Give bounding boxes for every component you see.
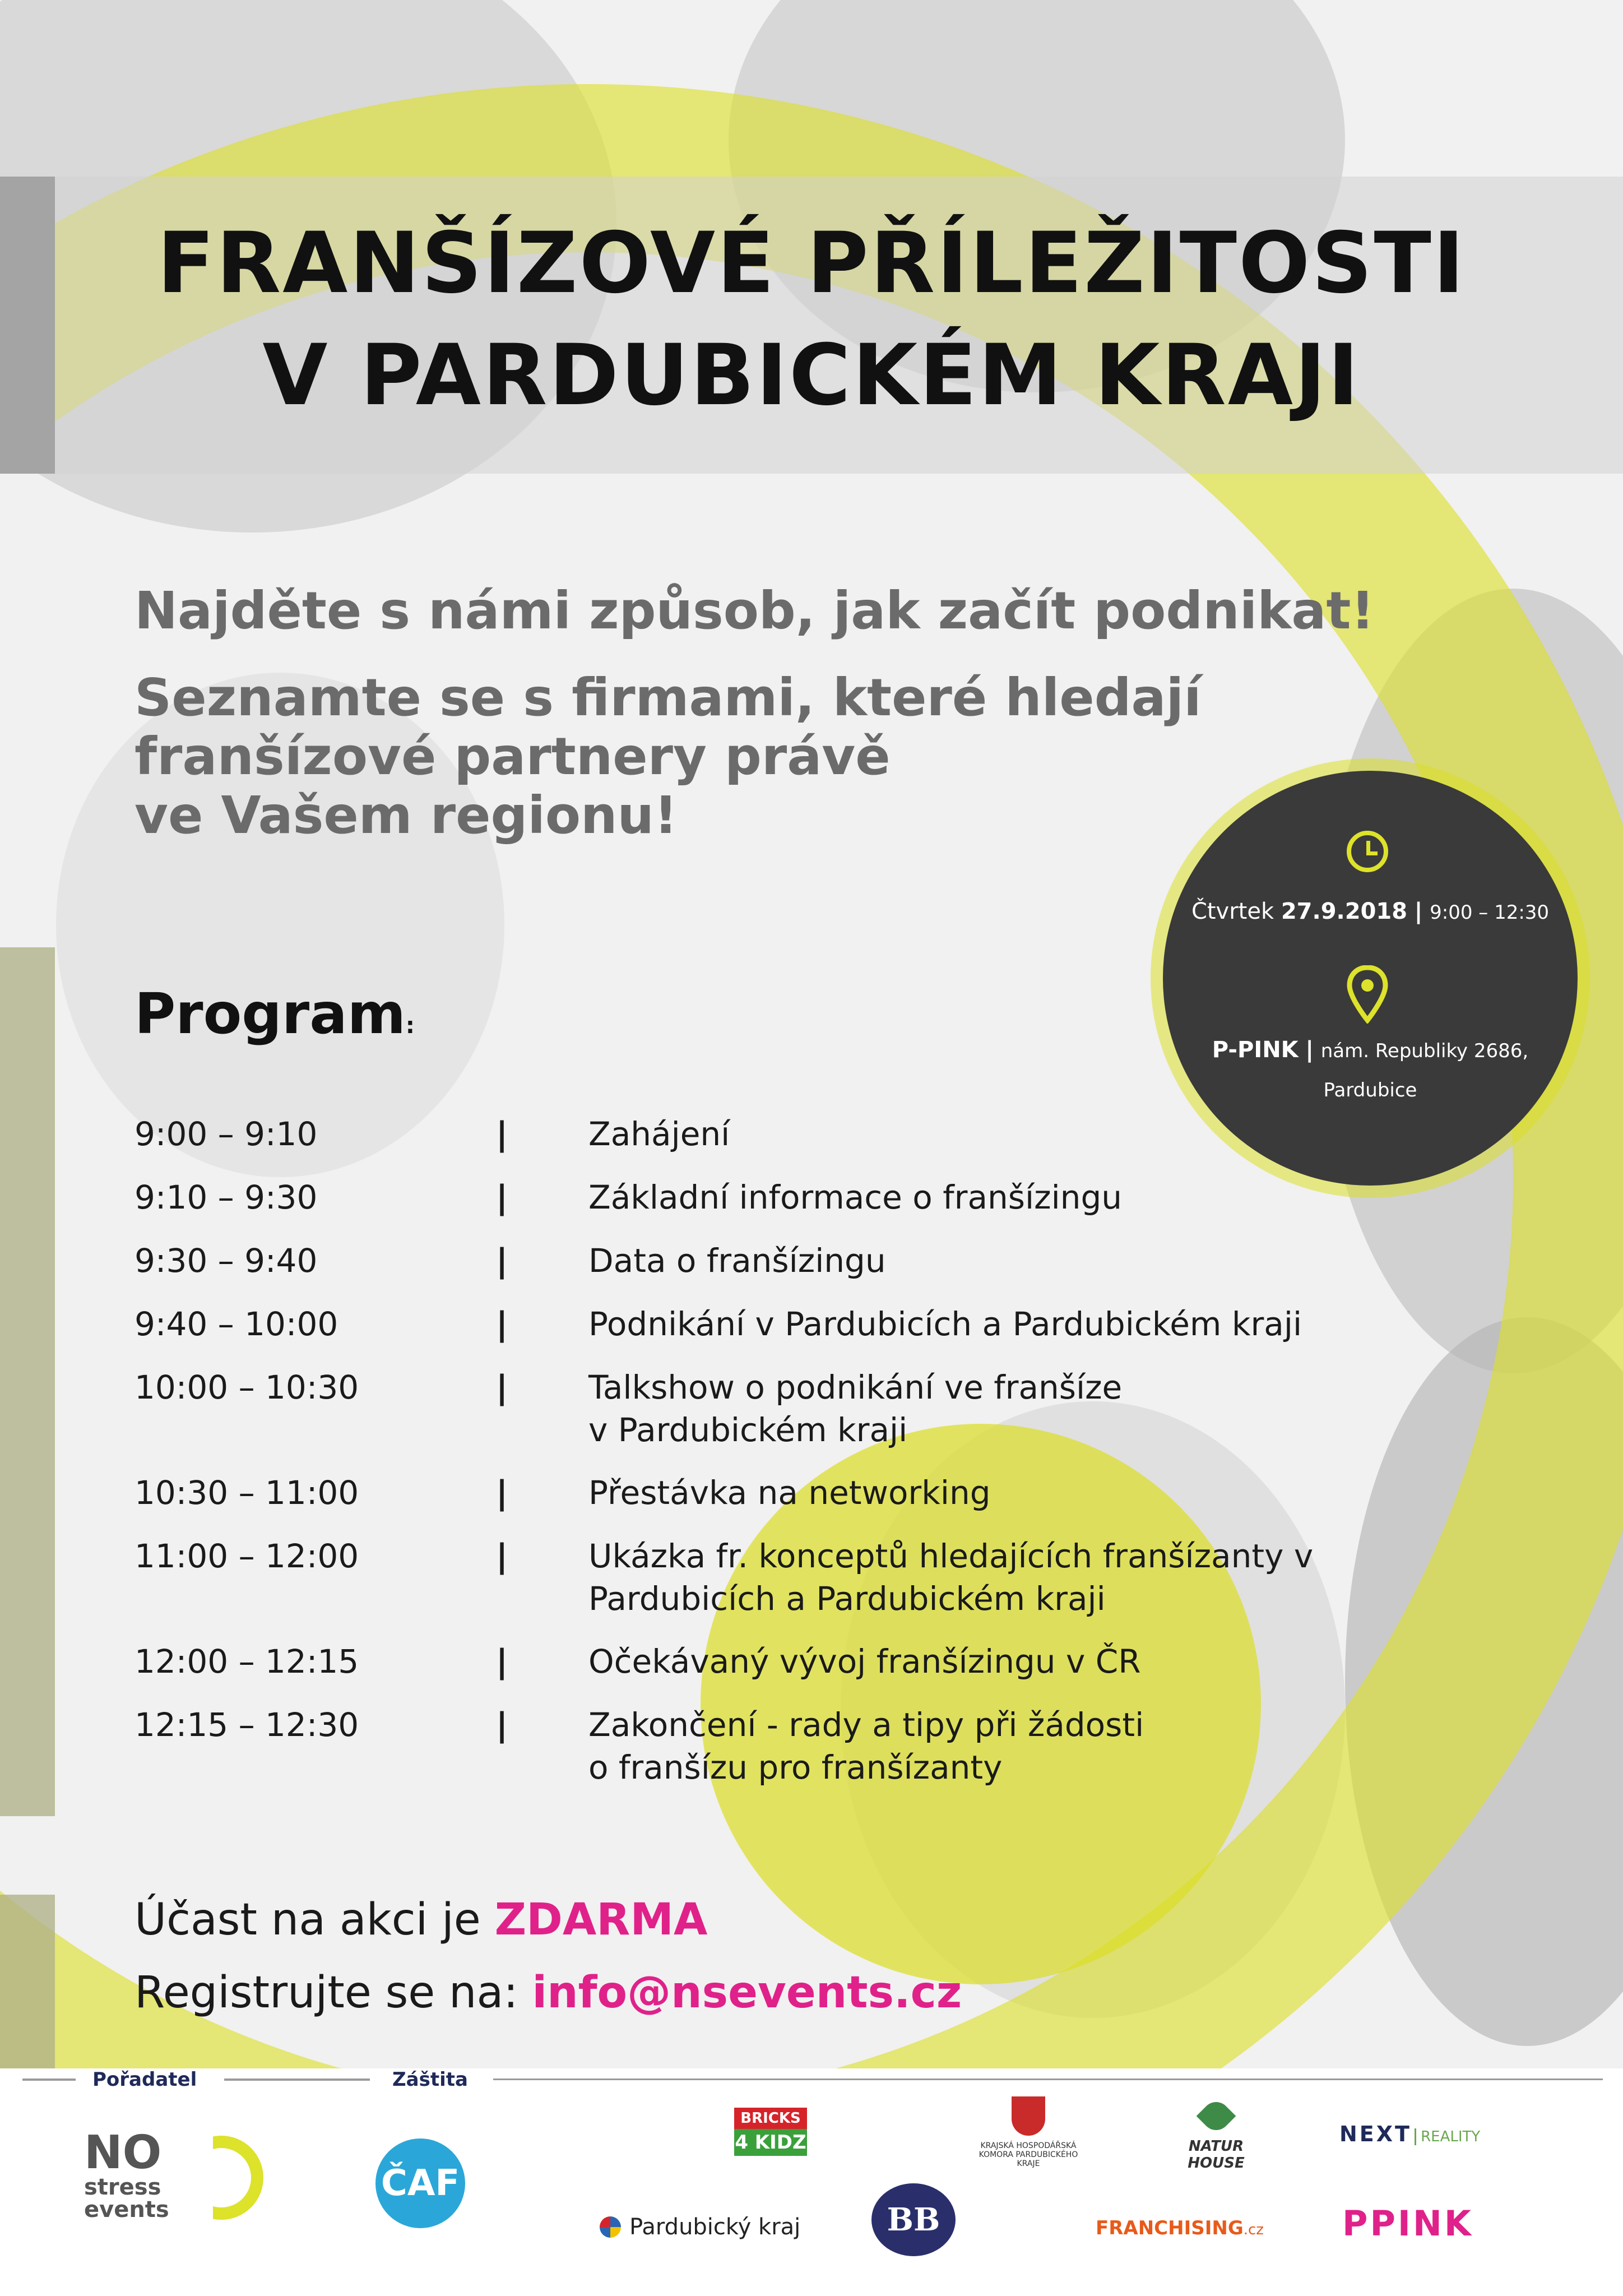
title-line-1: FRANŠÍZOVÉ PŘÍLEŽITOSTI: [157, 215, 1466, 312]
franchising-cz-logo: FRANCHISING.cz: [1096, 2217, 1264, 2239]
bb-logo: BB: [871, 2183, 956, 2256]
event-venue: P-PINK: [1212, 1037, 1299, 1063]
free-entry-text: Účast na akci je: [135, 1895, 495, 1945]
program-time: 10:00 – 10:30: [135, 1368, 359, 1406]
next-reality-logo: NEXT REALITY: [1339, 2122, 1481, 2146]
coat-of-arms-icon: [1012, 2096, 1045, 2136]
program-separator: |: [496, 1368, 508, 1406]
event-time: 9:00 – 12:30: [1430, 901, 1550, 924]
program-activity-line-1: Základní informace o franšízingu: [588, 1178, 1123, 1216]
program-activity-line-1: Talkshow o podnikání ve franšíze: [588, 1368, 1123, 1406]
event-day: Čtvrtek: [1191, 899, 1274, 924]
register-text: Registrujte se na:: [135, 1968, 532, 2018]
location-pin-icon: [1346, 965, 1389, 1024]
event-venue-line: [1163, 1037, 1578, 1063]
program-activity: [588, 1535, 1401, 1620]
program-activity-line-1: Ukázka fr. konceptů hledajících franšízanty v: [588, 1537, 1314, 1575]
program-separator: |: [496, 1537, 508, 1575]
program-activity-line-1: Očekávaný vývoj franšízingu v ČR: [588, 1642, 1141, 1681]
naturhouse-logo: NATUR HOUSE: [1160, 2102, 1272, 2172]
event-city: Pardubice: [1323, 1079, 1417, 1101]
program-time: 9:00 – 9:10: [135, 1115, 318, 1153]
program-activity: [588, 1239, 1401, 1282]
register-email-link[interactable]: info@nsevents.cz: [532, 1968, 962, 2018]
program-separator: |: [496, 1474, 508, 1512]
pardubicky-kraj-logo: Pardubický kraj: [600, 2214, 800, 2240]
organizer-label: Pořadatel: [92, 2068, 197, 2091]
patronage-label: Záštita: [392, 2068, 468, 2091]
nostress-logo: NO stress events: [84, 2130, 241, 2237]
ppink-logo: PPINK: [1342, 2203, 1473, 2244]
program-time: 11:00 – 12:00: [135, 1537, 359, 1575]
intro-line-2: Seznamte se s firmami, které hledají: [135, 668, 1202, 728]
program-activity: [588, 1113, 1401, 1155]
leaf-icon: [1197, 2096, 1236, 2136]
program-time: 9:40 – 10:00: [135, 1305, 338, 1343]
footer-logos: [0, 2068, 1623, 2296]
program-separator: |: [496, 1305, 508, 1343]
program-time: 9:30 – 9:40: [135, 1242, 318, 1280]
program-activity-line-1: Data o franšízingu: [588, 1242, 886, 1280]
chamber-logo: KRAJSKÁ HOSPODÁŘSKÁ KOMORA PARDUBICKÉHO KRAJE: [970, 2096, 1087, 2168]
title-line-2: V PARDUBICKÉM KRAJI: [262, 327, 1361, 424]
event-date: 27.9.2018: [1281, 899, 1408, 924]
program-separator: |: [496, 1115, 508, 1153]
program-activity: [588, 1366, 1401, 1451]
program-separator: |: [496, 1706, 508, 1744]
program-activity-line-2: Pardubicích a Pardubickém kraji: [588, 1580, 1106, 1618]
bricks4kidz-logo: BRICKS 4 KIDZ: [734, 2108, 807, 2156]
program-colon: :: [405, 1013, 415, 1039]
program-activity: [588, 1176, 1401, 1219]
program-heading: [135, 981, 415, 1047]
caf-logo: ČAF: [375, 2138, 465, 2228]
program-label: Program: [135, 981, 406, 1047]
clock-icon: [1347, 831, 1388, 872]
program-time: 12:15 – 12:30: [135, 1706, 359, 1744]
event-date-line: [1163, 899, 1578, 924]
event-address: nám. Republiky 2686,: [1320, 1040, 1529, 1062]
intro-line-4: ve Vašem regionu!: [135, 785, 678, 845]
program-activity-line-1: Podnikání v Pardubicích a Pardubickém kraji: [588, 1305, 1302, 1343]
register-line: [135, 1968, 962, 2018]
program-separator: |: [496, 1242, 508, 1280]
page-title: [0, 207, 1623, 432]
program-activity-line-1: Přestávka na networking: [588, 1474, 991, 1512]
intro-line-3: franšízové partnery právě: [135, 726, 891, 786]
intro-headline: Najděte s námi způsob, jak začít podnikat!: [135, 581, 1375, 641]
program-activity: [588, 1303, 1401, 1345]
program-activity-line-2: o franšízu pro franšízanty: [588, 1748, 1003, 1786]
program-activity: [588, 1704, 1401, 1789]
program-activity-line-2: v Pardubickém kraji: [588, 1411, 908, 1449]
program-activity-line-1: Zakončení - rady a tipy při žádosti: [588, 1706, 1144, 1744]
program-separator: |: [496, 1178, 508, 1216]
program-separator: |: [496, 1642, 508, 1681]
event-venue-separator: |: [1305, 1037, 1314, 1063]
free-entry-line: [135, 1895, 707, 1945]
program-activity: [588, 1640, 1401, 1683]
program-activity: [588, 1471, 1401, 1514]
program-activity-line-1: Zahájení: [588, 1115, 730, 1153]
free-highlight: ZDARMA: [494, 1895, 708, 1945]
program-time: 10:30 – 11:00: [135, 1474, 359, 1512]
event-separator: |: [1414, 899, 1423, 924]
program-time: 12:00 – 12:15: [135, 1642, 359, 1681]
program-time: 9:10 – 9:30: [135, 1178, 318, 1216]
region-emblem-icon: [600, 2216, 621, 2238]
